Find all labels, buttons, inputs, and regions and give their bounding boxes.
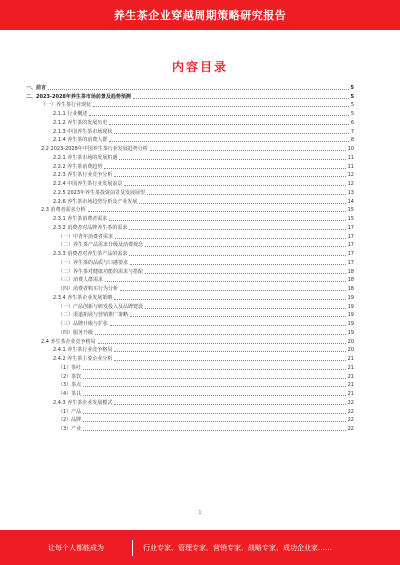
toc-leader-dots	[83, 430, 345, 431]
toc-entry[interactable]	[26, 82, 354, 91]
toc-leader-dots	[114, 133, 348, 134]
toc-leader-dots	[115, 238, 346, 239]
toc-entry-text: （四）消费者购买行为分析	[58, 286, 119, 292]
toc-page-number: 8	[350, 137, 354, 144]
toc-entry-text: （三）品牌升级与扩张	[58, 321, 109, 327]
toc-leader-dots	[109, 220, 345, 221]
toc-entry-text: （2）茶饮	[58, 373, 82, 380]
toc-page-number: 17	[347, 242, 354, 249]
toc-entry[interactable]	[26, 275, 354, 284]
toc-entry-text: 一、前言	[26, 84, 47, 91]
toc-page-number: 18	[347, 268, 354, 275]
toc-entry[interactable]	[26, 161, 354, 170]
toc-leader-dots	[109, 124, 349, 125]
header-banner	[0, 0, 400, 30]
toc-page-number: 17	[347, 251, 354, 257]
toc-leader-dots	[145, 246, 346, 247]
toc-entry[interactable]	[26, 388, 354, 397]
toc-entry[interactable]	[26, 231, 354, 240]
toc-entry-text: 2.2.6 养生茶市场趋势分析及产业发展	[53, 198, 138, 205]
toc-entry[interactable]	[26, 423, 354, 432]
toc-entry[interactable]	[26, 108, 354, 117]
toc-entry[interactable]	[26, 345, 354, 354]
toc-page-number: 5	[350, 84, 354, 91]
toc-page-number: 11	[347, 154, 354, 161]
toc-entry-text: （三）消费人群需求	[58, 277, 104, 284]
toc-leader-dots	[114, 299, 345, 300]
toc-leader-dots	[83, 369, 345, 370]
toc-entry-text: 2.4.3 养生茶企业发展模式	[53, 399, 113, 406]
toc-entry-text: （二）渠道拓展与营销推广策略	[58, 312, 129, 319]
report-title: 养生茶企业穿越周期策略研究报告	[113, 9, 287, 22]
toc-entry-text: （二）养生茶产品需求升级及消费观念	[58, 242, 144, 249]
toc-entry[interactable]	[26, 205, 354, 214]
toc-leader-dots	[110, 325, 346, 326]
toc-page-number: 6	[350, 119, 354, 126]
toc-leader-dots	[98, 343, 346, 344]
toc-page-number: 21	[347, 382, 354, 389]
toc-leader-dots	[83, 386, 345, 387]
toc-entry[interactable]	[26, 143, 354, 152]
toc-entry[interactable]	[26, 301, 354, 310]
toc-entry[interactable]	[26, 353, 354, 362]
toc-leader-dots	[124, 185, 345, 186]
footer-divider	[132, 540, 133, 556]
toc-entry-text: （二）养生茶对健康功能的需求与搭配	[58, 268, 144, 275]
toc-entry[interactable]	[26, 248, 354, 257]
toc-entry[interactable]	[26, 283, 354, 292]
toc-leader-dots	[83, 413, 345, 414]
toc-leader-dots	[93, 106, 349, 107]
toc-leader-dots	[88, 211, 346, 212]
toc-entry[interactable]	[26, 415, 354, 424]
toc-entry[interactable]	[26, 152, 354, 161]
toc-leader-dots	[147, 194, 346, 195]
toc-entry-text: 2.2 2023-2028年中国养生茶行业发展趋势分析	[41, 146, 148, 152]
toc-entry[interactable]	[26, 91, 354, 100]
toc-page-number: 5	[350, 93, 354, 100]
toc-entry-text: （1）产品	[58, 408, 82, 415]
toc-entry[interactable]	[26, 318, 354, 327]
toc-entry-text: 2.1.1 行业概述	[53, 111, 88, 117]
toc-entry-text: 二、2023-2028年养生茶市场前景及趋势预测	[26, 93, 131, 100]
toc-leader-dots	[114, 360, 345, 361]
footer-slogan: 让每个人都能成为	[48, 543, 104, 552]
toc-page-number: 18	[347, 277, 354, 284]
footer-tagline: 行业专家、管理专家、营销专家、战略专家、成功企业家……	[143, 543, 332, 552]
toc-leader-dots	[83, 421, 345, 422]
toc-entry[interactable]	[26, 240, 354, 249]
toc-page-number: 12	[347, 181, 354, 187]
toc-page-number: 17	[347, 224, 354, 231]
toc-entry-text: （一）养生茶的品质与口感要求	[58, 259, 129, 266]
toc-page-number: 22	[347, 426, 354, 432]
toc-entry[interactable]	[26, 213, 354, 222]
toc-entry[interactable]	[26, 187, 354, 196]
toc-entry[interactable]	[26, 406, 354, 415]
toc-page-number: 11	[347, 163, 354, 170]
toc-entry-text: 2.2.5 2023年养生茶投资前景及发展展望	[53, 189, 146, 196]
toc-leader-dots	[89, 115, 349, 116]
toc-page-number: 7	[350, 128, 354, 135]
toc-entry-text: （3）茶点	[58, 382, 82, 389]
toc-entry[interactable]	[26, 371, 354, 380]
toc-page-number: 17	[347, 233, 354, 240]
toc-entry-text: （3）产业	[58, 426, 82, 432]
toc-leader-dots	[105, 281, 346, 282]
toc-leader-dots	[129, 255, 345, 256]
toc-page-number: 5	[350, 102, 354, 109]
toc-page-number: 18	[347, 286, 354, 292]
toc-entry[interactable]	[26, 135, 354, 144]
toc-page-number: 20	[347, 347, 354, 354]
toc-page-number: 19	[347, 303, 354, 310]
toc-entry-text: （一）养生茶行业现状	[41, 102, 92, 109]
toc-entry[interactable]	[26, 257, 354, 266]
toc-entry-text: 2.3.1 养生茶消费者需求	[53, 216, 108, 222]
toc-leader-dots	[104, 168, 345, 169]
toc-entry[interactable]	[26, 170, 354, 179]
toc-leader-dots	[130, 264, 346, 265]
toc-entry[interactable]	[26, 397, 354, 406]
toc-page-number: 17	[347, 259, 354, 266]
footer-banner	[0, 530, 400, 565]
toc-entry-text: （四）服务升级	[58, 329, 94, 336]
toc-page-number: 13	[347, 189, 354, 196]
toc-page-number: 21	[347, 364, 354, 371]
table-of-contents	[26, 82, 354, 432]
toc-entry[interactable]	[26, 336, 354, 345]
toc-leader-dots	[145, 308, 346, 309]
toc-leader-dots	[139, 203, 345, 204]
toc-leader-dots	[83, 378, 345, 379]
toc-page-number: 22	[347, 417, 354, 424]
toc-leader-dots	[145, 273, 346, 274]
toc-page-number: 19	[347, 329, 354, 336]
toc-page-number: 15	[347, 216, 354, 222]
toc-entry[interactable]	[26, 292, 354, 301]
toc-page-number: 19	[347, 312, 354, 319]
toc-entry-text: 2.3.2 消费者对品牌养生茶的需求	[53, 224, 128, 231]
toc-page-number: 22	[347, 399, 354, 406]
toc-leader-dots	[95, 334, 346, 335]
toc-page-number: 21	[347, 391, 354, 397]
toc-page-number: 12	[347, 172, 354, 179]
toc-leader-dots	[133, 98, 349, 99]
toc-entry-text: 2.2.1 养生茶市场的发展机遇	[53, 154, 118, 161]
toc-page-number: 21	[347, 356, 354, 362]
toc-entry-text: 2.2.4 中国养生茶行业发展前景	[53, 181, 123, 187]
toc-leader-dots	[109, 141, 349, 142]
toc-entry-text: 2.3.3 消费者对养生茶产品的需求	[53, 251, 128, 257]
toc-leader-dots	[114, 404, 345, 405]
toc-entry-text: 2.1.4 养生茶的消费人群	[53, 137, 108, 144]
toc-heading: 内容目录	[171, 60, 228, 74]
toc-entry-text: 2.4 养生茶企业竞争格局	[41, 338, 96, 345]
toc-entry-text: （1）茶叶	[58, 364, 82, 371]
toc-page-number: 10	[347, 146, 354, 152]
toc-entry[interactable]	[26, 266, 354, 275]
toc-entry-text: （一）中青年消费者需求	[58, 233, 114, 240]
toc-entry-text: 2.2.3 养生茶行业竞争分析	[53, 172, 113, 179]
toc-page-number: 19	[347, 294, 354, 301]
toc-leader-dots	[129, 229, 345, 230]
toc-leader-dots	[48, 89, 349, 90]
toc-entry-text: （2）品牌	[58, 417, 82, 424]
toc-leader-dots	[119, 159, 345, 160]
toc-entry-text: 2.1.3 中国养生茶市场现状	[53, 128, 113, 135]
toc-entry[interactable]	[26, 362, 354, 371]
toc-entry[interactable]	[26, 327, 354, 336]
toc-entry-text: 2.1.2 养生茶的发展历史	[53, 119, 108, 126]
toc-entry[interactable]	[26, 222, 354, 231]
toc-entry[interactable]	[26, 100, 354, 109]
toc-leader-dots	[114, 351, 345, 352]
toc-leader-dots	[150, 150, 346, 151]
toc-page-number: 20	[347, 338, 354, 345]
toc-leader-dots	[83, 395, 345, 396]
toc-leader-dots	[120, 290, 346, 291]
toc-entry-text: 2.2.2 养生茶消费趋势	[53, 163, 103, 170]
toc-entry[interactable]	[26, 196, 354, 205]
toc-page-number: 5	[350, 111, 354, 117]
toc-entry[interactable]	[26, 178, 354, 187]
toc-entry-text: （一）产品创新与研发投入及品牌建设	[58, 303, 144, 310]
toc-page-number: 19	[347, 321, 354, 327]
toc-leader-dots	[130, 316, 346, 317]
toc-page-number: 14	[347, 198, 354, 205]
toc-entry-text: 2.4.1 养生茶行业竞争格局	[53, 347, 113, 354]
toc-entry-text: 2.3 消费者需求分析	[41, 207, 86, 214]
toc-page-number: 22	[347, 408, 354, 415]
toc-page-number: 15	[347, 207, 354, 214]
toc-entry[interactable]	[26, 126, 354, 135]
toc-entry-text: 2.4.2 养生茶主要企业分析	[53, 356, 113, 362]
toc-entry-text: 2.3.4 养生茶企业发展策略	[53, 294, 113, 301]
toc-entry[interactable]	[26, 117, 354, 126]
toc-entry[interactable]	[26, 380, 354, 389]
toc-page-number: 21	[347, 373, 354, 380]
toc-entry[interactable]	[26, 310, 354, 319]
page-number: 1	[198, 510, 202, 516]
toc-leader-dots	[114, 176, 345, 177]
toc-entry-text: （4）茶具	[58, 391, 82, 397]
